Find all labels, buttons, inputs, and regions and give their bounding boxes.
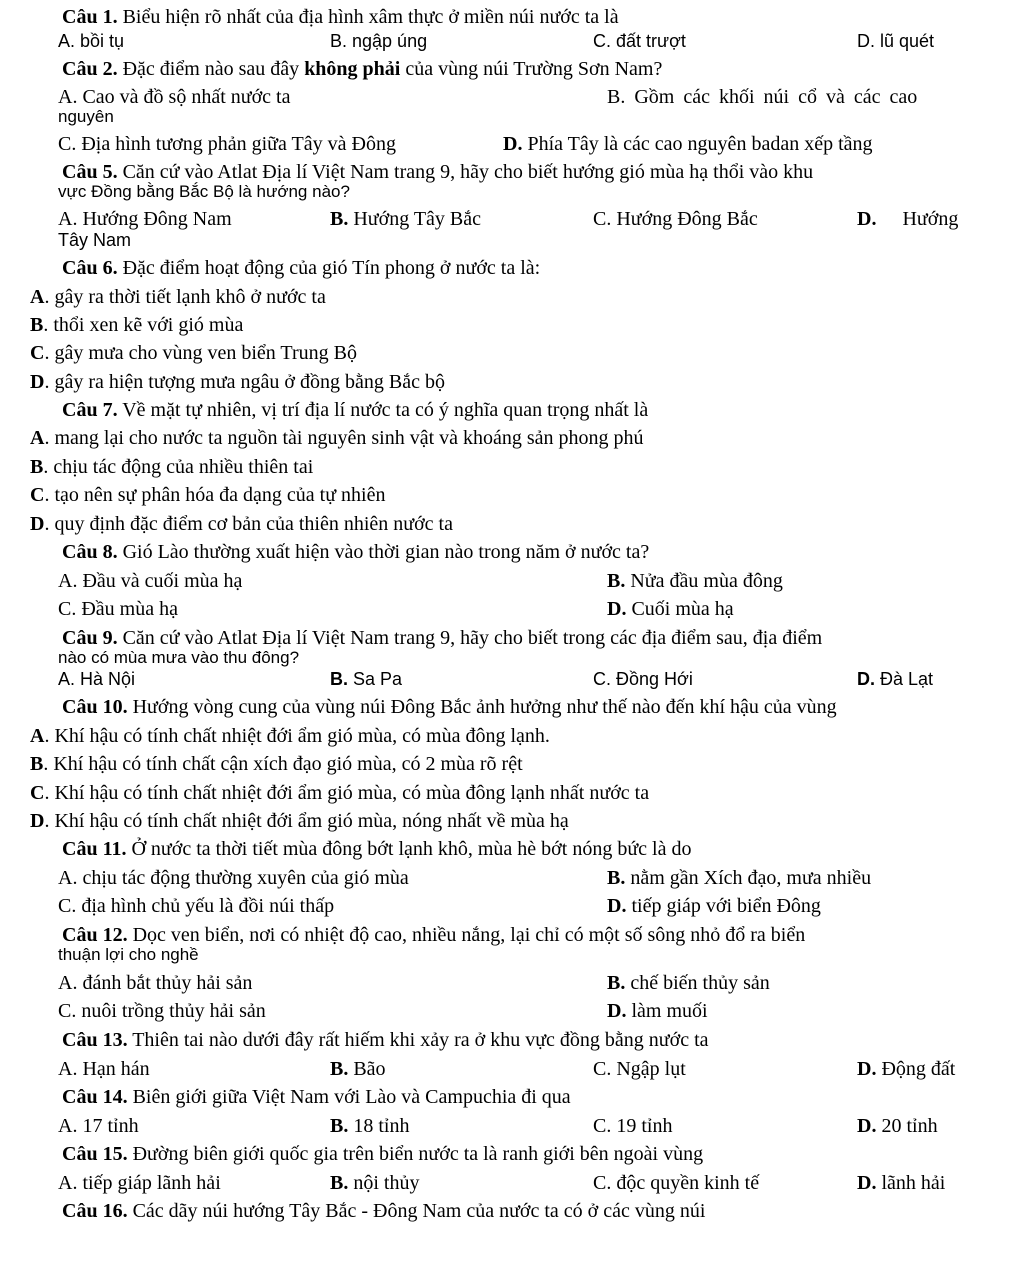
question-14: Câu 14. Biên giới giữa Việt Nam với Lào và Campuchia đi qua [62,1086,571,1108]
option-b[interactable]: B. ngập úng [330,31,428,51]
question-label: Câu 11. [62,838,127,860]
option-b[interactable]: B. thổi xen kẽ với gió mùa [30,314,244,336]
option-c[interactable]: C. độc quyền kinh tế [593,1172,760,1194]
option-d[interactable]: D. Phía Tây là các cao nguyên badan xếp tầng [503,133,873,155]
question-10: Câu 10. Hướng vòng cung của vùng núi Đông Bắc ảnh hưởng như thế nào đến khí hậu của vùng [62,696,837,718]
option-d[interactable]: D. Khí hậu có tính chất nhiệt đới ẩm gió mùa, nóng nhất về mùa hạ [30,810,569,832]
question-label: Câu 13. [62,1029,128,1051]
question-2: Câu 2. Đặc điểm nào sau đây không phải của vùng núi Trường Sơn Nam? [62,58,663,80]
option-d[interactable]: D. Hướng [857,208,959,230]
question-text: Biểu hiện rõ nhất của địa hình xâm thực ở miền núi nước ta là [117,6,619,28]
question-12-continued: thuận lợi cho nghề [58,945,199,964]
option-b[interactable]: B. chịu tác động của nhiều thiên tai [30,456,314,478]
option-c[interactable]: C. đất trượt [593,31,686,51]
question-1 [62,6,619,28]
option-c[interactable]: C. Địa hình tương phản giữa Tây và Đông [58,133,396,155]
question-label: Câu 5. [62,161,118,183]
question-9: Câu 9. Căn cứ vào Atlat Địa lí Việt Nam trang 9, hãy cho biết trong các địa điểm sau, địa điểm [62,627,823,649]
option-a[interactable]: A. chịu tác động thường xuyên của gió mùa [58,867,409,889]
option-d[interactable]: D. Cuối mùa hạ [607,598,734,620]
option-a[interactable]: A. Đầu và cuối mùa hạ [58,570,243,592]
option-c[interactable]: C. gây mưa cho vùng ven biển Trung Bộ [30,342,357,364]
option-a[interactable]: A. Hướng Đông Nam [58,208,232,230]
question-label: Câu 15. [62,1143,128,1165]
option-d[interactable]: D. tiếp giáp với biển Đông [607,895,821,917]
question-13: Câu 13. Thiên tai nào dưới đây rất hiếm khi xảy ra ở khu vực đồng bằng nước ta [62,1029,709,1051]
option-b[interactable]: B. Sa Pa [330,669,403,689]
option-a[interactable]: A. Hạn hán [58,1058,150,1080]
option-a[interactable]: A. đánh bắt thủy hải sản [58,972,253,994]
option-d[interactable]: D. 20 tỉnh [857,1115,938,1137]
option-b[interactable]: B. Nửa đầu mùa đông [607,570,783,592]
question-15: Câu 15. Đường biên giới quốc gia trên biển nước ta là ranh giới bên ngoài vùng [62,1143,704,1165]
question-5-continued: vực Đồng bằng Bắc Bộ là hướng nào? [58,182,350,201]
option-a[interactable]: A. mang lại cho nước ta nguồn tài nguyên sinh vật và khoáng sản phong phú [30,427,644,449]
option-d[interactable]: D. Động đất [857,1058,956,1080]
option-c[interactable]: C. Ngập lụt [593,1058,686,1080]
option-d[interactable]: D. gây ra hiện tượng mưa ngâu ở đồng bằng Bắc bộ [30,371,445,393]
option-c[interactable]: C. tạo nên sự phân hóa đa dạng của tự nhiên [30,484,386,506]
option-d[interactable]: D. lũ quét [857,31,935,51]
option-b[interactable]: B. Khí hậu có tính chất cận xích đạo gió mùa, có 2 mùa rõ rệt [30,753,523,775]
option-a[interactable]: A. Khí hậu có tính chất nhiệt đới ẩm gió mùa, có mùa đông lạnh. [30,725,550,747]
question-11: Câu 11. Ở nước ta thời tiết mùa đông bớt lạnh khô, mùa hè bớt nóng bức là do [62,838,692,860]
question-label: Câu 10. [62,696,128,718]
option-a[interactable]: A. 17 tỉnh [58,1115,139,1137]
option-b[interactable]: B. nội thủy [330,1172,420,1194]
question-12: Câu 12. Dọc ven biển, nơi có nhiệt độ cao, nhiều nắng, lại chỉ có một số sông nhỏ đổ ra biển [62,924,806,946]
question-label: Câu 16. [62,1200,128,1222]
question-9-continued: nào có mùa mưa vào thu đông? [58,648,300,667]
option-b-continued: nguyên [58,107,114,126]
option-c[interactable]: C. Khí hậu có tính chất nhiệt đới ẩm gió mùa, có mùa đông lạnh nhất nước ta [30,782,650,804]
option-c[interactable]: C. 19 tỉnh [593,1115,673,1137]
question-5: Câu 5. Căn cứ vào Atlat Địa lí Việt Nam trang 9, hãy cho biết hướng gió mùa hạ thổi vào khu [62,161,814,183]
option-b[interactable]: B. Bão [330,1058,386,1080]
option-a[interactable]: A. bồi tụ [58,31,125,51]
option-b[interactable]: B. Gồm các khối núi cổ và các cao [607,86,918,108]
question-8: Câu 8. Gió Lào thường xuất hiện vào thời gian nào trong năm ở nước ta? [62,541,650,563]
option-c[interactable]: C. Hướng Đông Bắc [593,208,758,230]
option-d-continued: Tây Nam [58,230,132,250]
option-a[interactable]: A. tiếp giáp lãnh hải [58,1172,221,1194]
question-emphasis: không phải [304,58,401,80]
question-label: Câu 1. [62,6,118,28]
option-a[interactable]: A. Hà Nội [58,669,136,689]
option-d[interactable]: D. lãnh hải [857,1172,946,1194]
option-a[interactable]: A. Cao và đồ sộ nhất nước ta [58,86,291,108]
question-label: Câu 12. [62,924,128,946]
option-c[interactable]: C. Đồng Hới [593,669,693,689]
question-label: Câu 7. [62,399,118,421]
question-label: Câu 8. [62,541,118,563]
option-d[interactable]: D. làm muối [607,1000,708,1022]
question-label: Câu 6. [62,257,118,279]
option-a[interactable]: A. gây ra thời tiết lạnh khô ở nước ta [30,286,326,308]
option-d[interactable]: D. Đà Lạt [857,669,934,689]
question-6: Câu 6. Đặc điểm hoạt động của gió Tín phong ở nước ta là: [62,257,541,279]
option-b[interactable]: B. chế biến thủy sản [607,972,770,994]
question-16: Câu 16. Các dãy núi hướng Tây Bắc - Đông Nam của nước ta có ở các vùng núi [62,1200,706,1222]
question-label: Câu 2. [62,58,118,80]
option-c[interactable]: C. nuôi trồng thủy hải sản [58,1000,266,1022]
question-label: Câu 14. [62,1086,128,1108]
option-c[interactable]: C. địa hình chủ yếu là đồi núi thấp [58,895,335,917]
question-7: Câu 7. Về mặt tự nhiên, vị trí địa lí nước ta có ý nghĩa quan trọng nhất là [62,399,649,421]
option-b[interactable]: B. 18 tỉnh [330,1115,410,1137]
option-b[interactable]: B. nằm gần Xích đạo, mưa nhiều [607,867,872,889]
option-d[interactable]: D. quy định đặc điểm cơ bản của thiên nhiên nước ta [30,513,453,535]
question-label: Câu 9. [62,627,118,649]
option-c[interactable]: C. Đầu mùa hạ [58,598,178,620]
option-b[interactable]: B. Hướng Tây Bắc [330,208,482,230]
